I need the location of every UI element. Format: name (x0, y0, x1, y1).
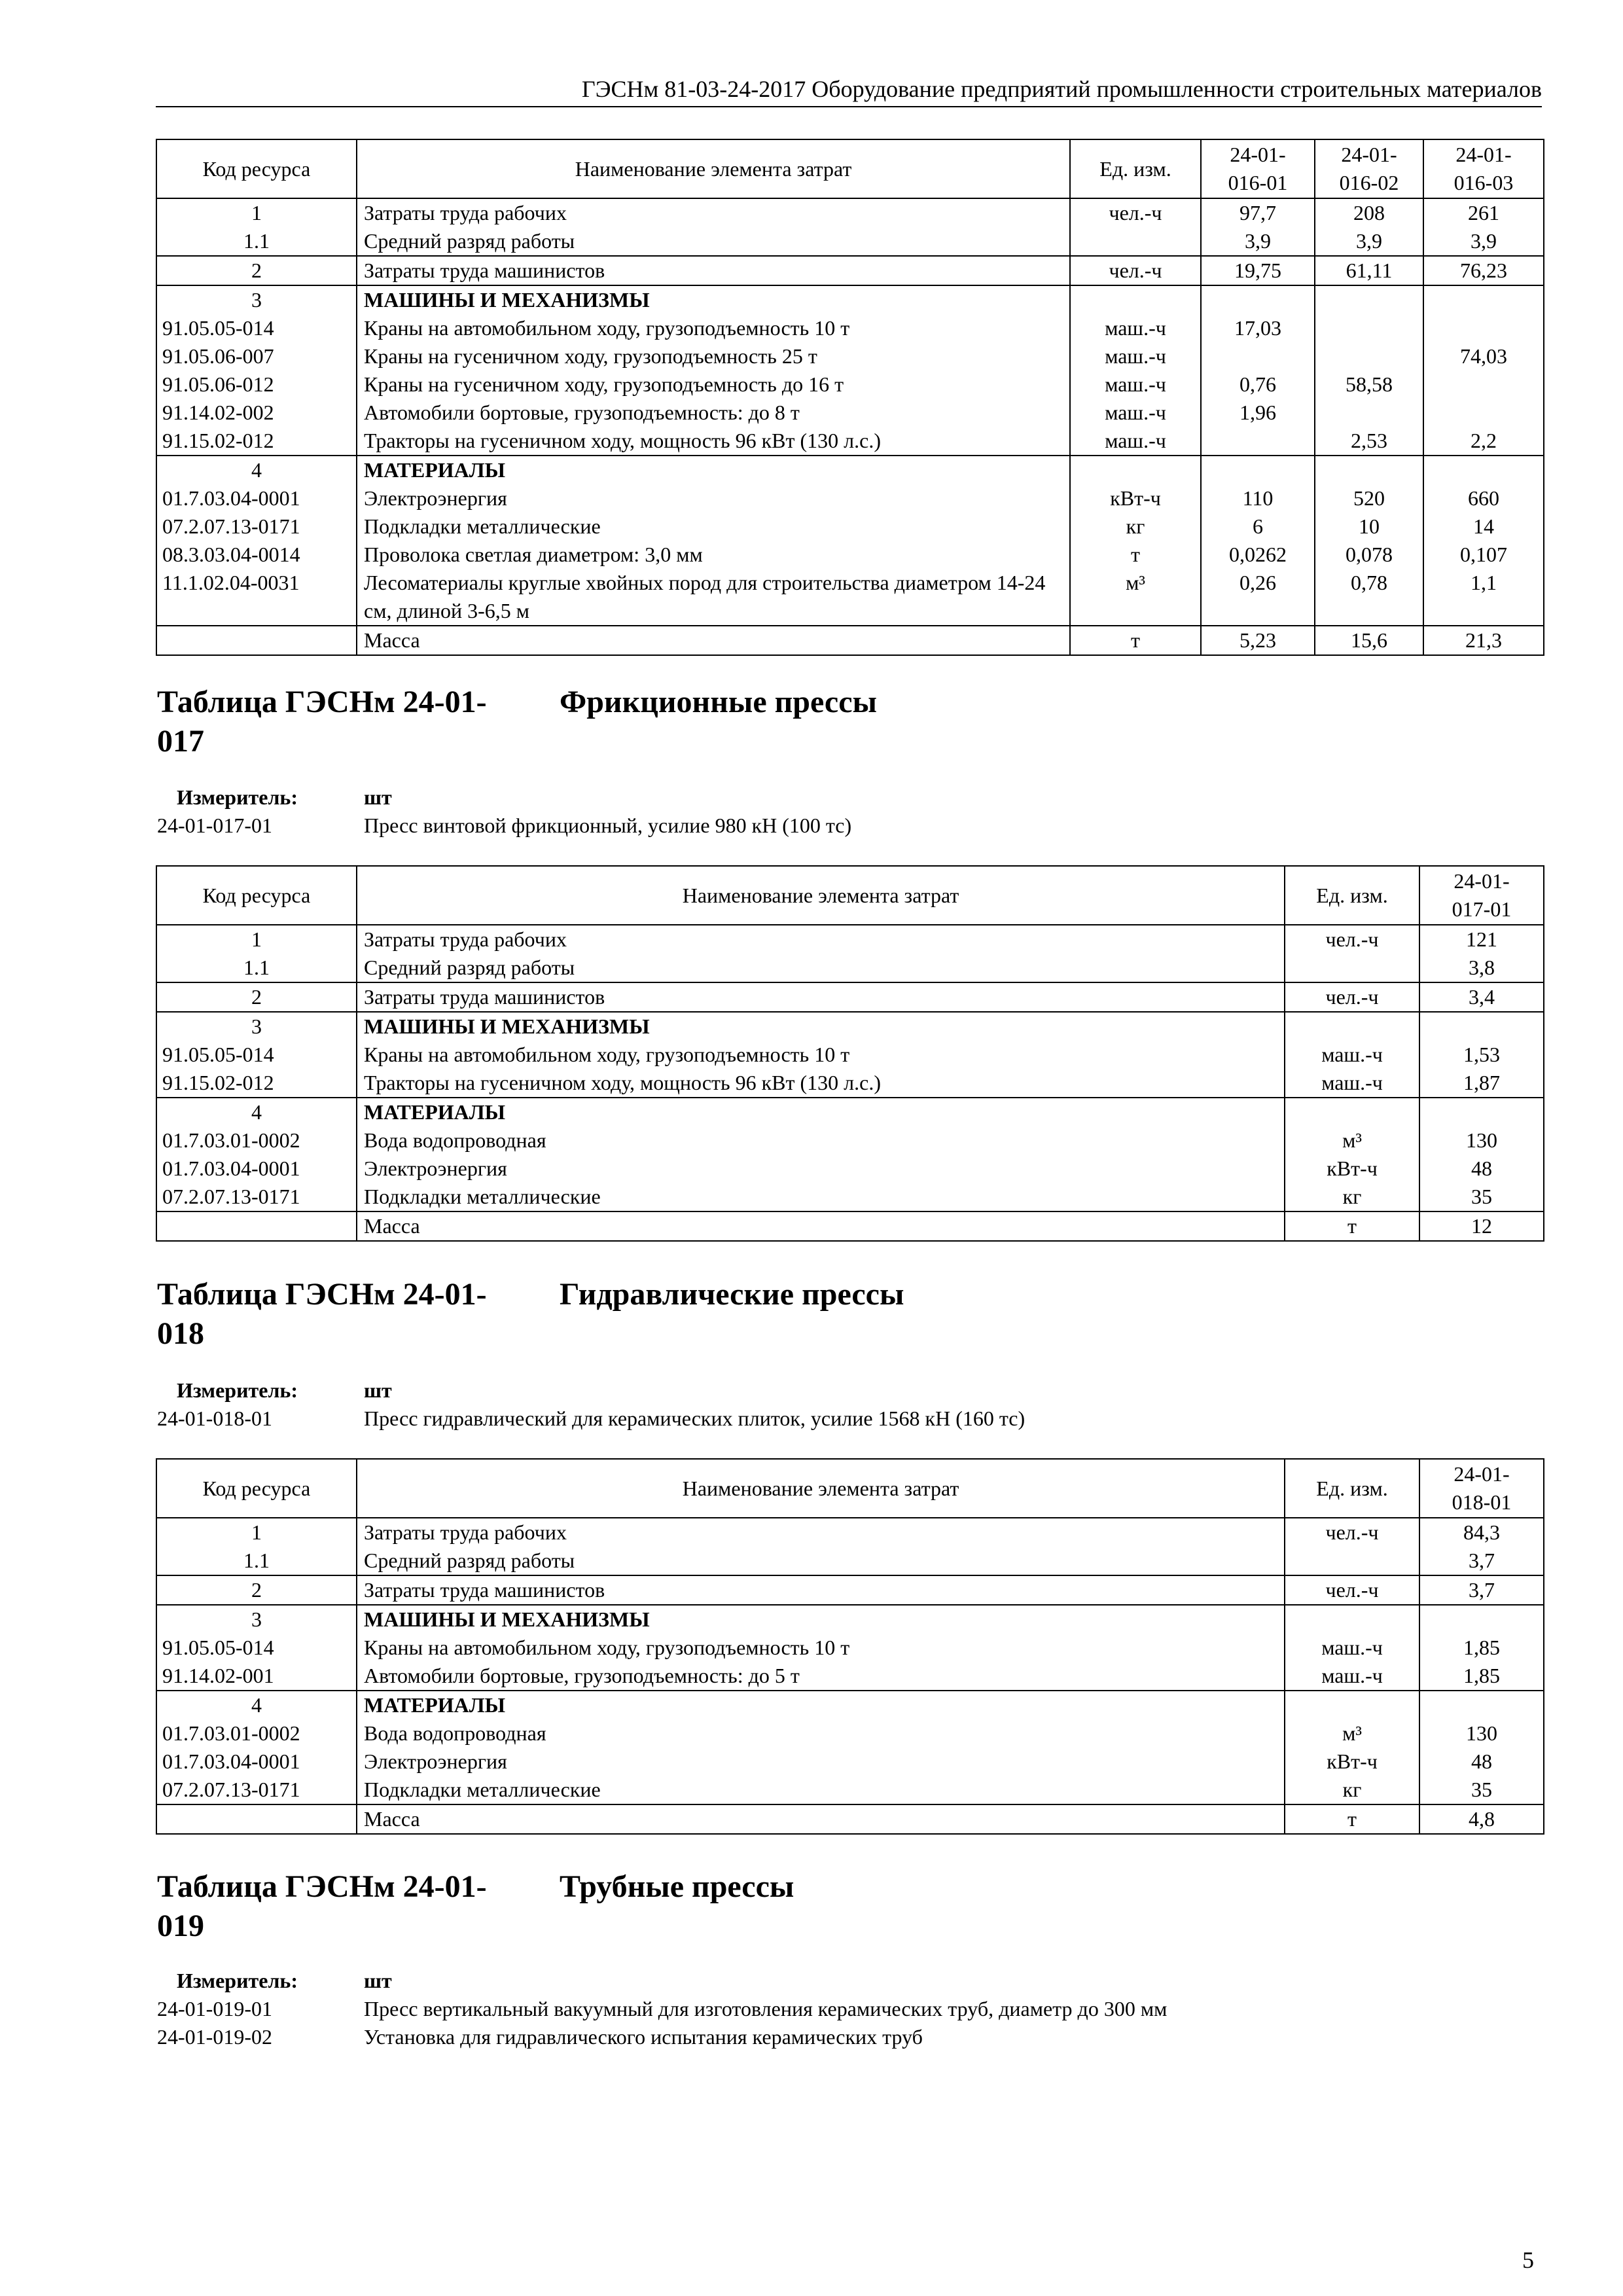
resource-code: 08.3.03.04-0014 (156, 541, 357, 569)
table-row (156, 256, 1544, 285)
table-row (156, 1098, 1544, 1126)
norm-value: 0,76 (1201, 370, 1315, 399)
resource-unit (1070, 285, 1201, 314)
resource-name: Проволока светлая диаметром: 3,0 мм (357, 541, 1070, 569)
table-row (156, 1776, 1544, 1804)
resource-code: 01.7.03.04-0001 (156, 484, 357, 512)
resource-code: 2 (156, 1575, 357, 1605)
resource-name: Масса (357, 1804, 1285, 1834)
table-name-018: Гидравлические прессы (560, 1277, 904, 1312)
norm-value (1419, 1098, 1544, 1126)
table-row (156, 1012, 1544, 1041)
resource-code: 91.05.05-014 (156, 1634, 357, 1662)
norm-value (1423, 370, 1544, 399)
table-row (156, 456, 1544, 484)
norm-value (1423, 456, 1544, 484)
norm-value: 17,03 (1201, 314, 1315, 342)
item-text: Пресс винтовой фрикционный, усилие 980 кН (100 тс) (364, 814, 852, 837)
resource-name: Средний разряд работы (357, 1547, 1285, 1575)
norm-value (1201, 342, 1315, 370)
resource-name: Средний разряд работы (357, 954, 1285, 982)
table-title-018: Таблица ГЭСНм 24-01- 018 Гидравлические прессы (157, 1275, 487, 1354)
item-text: Пресс вертикальный вакуумный для изготовления керамических труб, диаметр до 300 мм (364, 1997, 1168, 2020)
norm-value (1315, 399, 1423, 427)
resource-code: 11.1.02.04-0031 (156, 569, 357, 626)
table-row (156, 342, 1544, 370)
norm-value: 3,7 (1419, 1575, 1544, 1605)
norm-value: 74,03 (1423, 342, 1544, 370)
table-row (156, 541, 1544, 569)
table-row (156, 569, 1544, 626)
resource-code: 01.7.03.01-0002 (156, 1126, 357, 1155)
measure-unit: шт (364, 1378, 392, 1402)
norm-value: 12 (1419, 1211, 1544, 1241)
resource-name: МАТЕРИАЛЫ (357, 1691, 1285, 1719)
col-code-header: Код ресурса (156, 1459, 357, 1518)
resource-unit: маш.-ч (1070, 342, 1201, 370)
resource-name: Краны на автомобильном ходу, грузоподъемность 10 т (357, 1634, 1285, 1662)
resource-code: 07.2.07.13-0171 (156, 1183, 357, 1211)
table-row (156, 314, 1544, 342)
norm-value (1201, 285, 1315, 314)
resource-name: Вода водопроводная (357, 1126, 1285, 1155)
table-row (156, 1547, 1544, 1575)
norm-value (1315, 314, 1423, 342)
norm-value: 0,78 (1315, 569, 1423, 626)
norm-value (1315, 342, 1423, 370)
col-code-header: Код ресурса (156, 139, 357, 198)
resource-unit: кг (1285, 1776, 1419, 1804)
norm-value: 0,26 (1201, 569, 1315, 626)
resource-unit: т (1070, 626, 1201, 655)
resource-code: 91.05.05-014 (156, 314, 357, 342)
resource-name: Масса (357, 1211, 1285, 1241)
norm-value: 0,107 (1423, 541, 1544, 569)
resource-name: Масса (357, 626, 1070, 655)
resource-unit: маш.-ч (1070, 314, 1201, 342)
norm-value: 2,2 (1423, 427, 1544, 456)
norm-value: 208 (1315, 198, 1423, 227)
resource-unit: м³ (1070, 569, 1201, 626)
resource-code: 07.2.07.13-0171 (156, 512, 357, 541)
norm-value (1423, 314, 1544, 342)
resource-code: 1.1 (156, 954, 357, 982)
col-norm-header: 24-01- 017-01 (1419, 866, 1544, 925)
resource-name: МАТЕРИАЛЫ (357, 456, 1070, 484)
page-number: 5 (1522, 2247, 1534, 2273)
norm-value: 4,8 (1419, 1804, 1544, 1834)
resource-name: Вода водопроводная (357, 1719, 1285, 1748)
resource-name: Электроэнергия (357, 484, 1070, 512)
resource-unit (1285, 1098, 1419, 1126)
resource-unit: кВт-ч (1285, 1155, 1419, 1183)
norm-value (1419, 1691, 1544, 1719)
resource-name: Электроэнергия (357, 1748, 1285, 1776)
item-code: 24-01-019-01 (157, 1997, 272, 2020)
table-row (156, 626, 1544, 655)
norm-value: 1,85 (1419, 1662, 1544, 1691)
resource-name: Тракторы на гусеничном ходу, мощность 96 кВт (130 л.с.) (357, 427, 1070, 456)
table-row (156, 1518, 1544, 1547)
resource-name: Средний разряд работы (357, 227, 1070, 256)
norm-value: 15,6 (1315, 626, 1423, 655)
table-row (156, 1211, 1544, 1241)
norm-value: 1,96 (1201, 399, 1315, 427)
norm-value: 6 (1201, 512, 1315, 541)
norm-value: 61,11 (1315, 256, 1423, 285)
resource-code: 1 (156, 1518, 357, 1547)
norm-value: 3,8 (1419, 954, 1544, 982)
col-norm-header: 24-01- 018-01 (1419, 1459, 1544, 1518)
resource-unit (1285, 1691, 1419, 1719)
table-row (156, 399, 1544, 427)
resource-code: 3 (156, 285, 357, 314)
item-code: 24-01-017-01 (157, 814, 272, 837)
resource-unit: кг (1285, 1183, 1419, 1211)
resource-code: 91.14.02-002 (156, 399, 357, 427)
table-row (156, 1041, 1544, 1069)
norm-value: 2,53 (1315, 427, 1423, 456)
table-row (156, 1748, 1544, 1776)
col-name-header: Наименование элемента затрат (357, 1459, 1285, 1518)
running-header: ГЭСНм 81-03-24-2017 Оборудование предприятий промышленности строительных материалов (156, 73, 1542, 107)
norm-value: 84,3 (1419, 1518, 1544, 1547)
resource-code (156, 626, 357, 655)
table-row (156, 1605, 1544, 1634)
norm-value: 14 (1423, 512, 1544, 541)
table-title-017: Таблица ГЭСНм 24-01- 017 Фрикционные прессы (157, 683, 487, 761)
table-row (156, 954, 1544, 982)
table-row (156, 512, 1544, 541)
resource-name: Подкладки металлические (357, 1183, 1285, 1211)
resource-code (156, 1804, 357, 1834)
resource-code: 1.1 (156, 227, 357, 256)
table-row (156, 1691, 1544, 1719)
resource-code: 4 (156, 1098, 357, 1126)
table-row (156, 1719, 1544, 1748)
resource-name: Подкладки металлические (357, 512, 1070, 541)
table-row (156, 1069, 1544, 1098)
resource-code: 91.15.02-012 (156, 1069, 357, 1098)
col-code-header: Код ресурса (156, 866, 357, 925)
item-code: 24-01-018-01 (157, 1407, 272, 1430)
resource-code: 91.05.06-007 (156, 342, 357, 370)
resource-name: Краны на автомобильном ходу, грузоподъемность 10 т (357, 314, 1070, 342)
norm-value: 48 (1419, 1748, 1544, 1776)
resource-unit (1070, 456, 1201, 484)
resource-code: 91.05.06-012 (156, 370, 357, 399)
resource-table-016 (156, 139, 1544, 656)
norm-value (1201, 456, 1315, 484)
measure-label: Измеритель: (177, 1378, 298, 1402)
norm-value: 35 (1419, 1183, 1544, 1211)
resource-unit: маш.-ч (1285, 1069, 1419, 1098)
norm-value (1419, 1605, 1544, 1634)
resource-unit: кВт-ч (1070, 484, 1201, 512)
resource-code: 3 (156, 1605, 357, 1634)
norm-value: 19,75 (1201, 256, 1315, 285)
norm-value: 3,4 (1419, 982, 1544, 1012)
table-name-019: Трубные прессы (560, 1869, 794, 1904)
table-row (156, 982, 1544, 1012)
table-row (156, 285, 1544, 314)
resource-code: 3 (156, 1012, 357, 1041)
norm-value: 130 (1419, 1719, 1544, 1748)
norm-value: 97,7 (1201, 198, 1315, 227)
resource-unit: маш.-ч (1070, 399, 1201, 427)
resource-table-018 (156, 1458, 1544, 1835)
resource-unit: чел.-ч (1070, 256, 1201, 285)
norm-value: 1,85 (1419, 1634, 1544, 1662)
resource-unit: кВт-ч (1285, 1748, 1419, 1776)
measure-unit: шт (364, 785, 392, 809)
resource-unit: чел.-ч (1070, 198, 1201, 227)
resource-unit: чел.-ч (1285, 925, 1419, 954)
norm-value: 3,9 (1423, 227, 1544, 256)
col-unit-header: Ед. изм. (1070, 139, 1201, 198)
norm-value: 121 (1419, 925, 1544, 954)
table-row (156, 1634, 1544, 1662)
resource-unit: маш.-ч (1285, 1634, 1419, 1662)
norm-value (1315, 285, 1423, 314)
resource-unit: кг (1070, 512, 1201, 541)
resource-unit: т (1070, 541, 1201, 569)
norm-value (1419, 1012, 1544, 1041)
resource-unit: маш.-ч (1070, 427, 1201, 456)
norm-value: 0,078 (1315, 541, 1423, 569)
norm-value: 21,3 (1423, 626, 1544, 655)
norm-value: 130 (1419, 1126, 1544, 1155)
table-row (156, 1575, 1544, 1605)
resource-unit: чел.-ч (1285, 1518, 1419, 1547)
col-name-header: Наименование элемента затрат (357, 866, 1285, 925)
resource-unit: маш.-ч (1285, 1041, 1419, 1069)
resource-name: Затраты труда машинистов (357, 982, 1285, 1012)
table-name-017: Фрикционные прессы (560, 685, 877, 719)
norm-value: 3,9 (1315, 227, 1423, 256)
norm-value (1201, 427, 1315, 456)
resource-name: Краны на автомобильном ходу, грузоподъемность 10 т (357, 1041, 1285, 1069)
resource-code: 2 (156, 256, 357, 285)
norm-value: 5,23 (1201, 626, 1315, 655)
resource-unit: маш.-ч (1285, 1662, 1419, 1691)
norm-value: 35 (1419, 1776, 1544, 1804)
table-row (156, 1804, 1544, 1834)
resource-code: 01.7.03.01-0002 (156, 1719, 357, 1748)
norm-value: 1,53 (1419, 1041, 1544, 1069)
resource-unit (1285, 1547, 1419, 1575)
measure-label: Измеритель: (177, 1969, 298, 1992)
resource-name: МАТЕРИАЛЫ (357, 1098, 1285, 1126)
table-row (156, 1183, 1544, 1211)
norm-value: 520 (1315, 484, 1423, 512)
norm-value: 1,1 (1423, 569, 1544, 626)
resource-name: Лесоматериалы круглые хвойных пород для строительства диаметром 14-24 см, длиной 3-6,5 м (357, 569, 1070, 626)
resource-name: Тракторы на гусеничном ходу, мощность 96 кВт (130 л.с.) (357, 1069, 1285, 1098)
resource-table-017 (156, 865, 1544, 1242)
resource-code: 91.14.02-001 (156, 1662, 357, 1691)
table-row (156, 1126, 1544, 1155)
col-norm-header: 24-01- 016-02 (1315, 139, 1423, 198)
norm-value: 48 (1419, 1155, 1544, 1183)
col-norm-header: 24-01- 016-01 (1201, 139, 1315, 198)
table-title-019: Таблица ГЭСНм 24-01- 019 Трубные прессы (157, 1867, 487, 1946)
resource-name: Краны на гусеничном ходу, грузоподъемность 25 т (357, 342, 1070, 370)
table-row (156, 1662, 1544, 1691)
resource-name: Затраты труда рабочих (357, 1518, 1285, 1547)
resource-name: Затраты труда машинистов (357, 1575, 1285, 1605)
resource-unit: м³ (1285, 1719, 1419, 1748)
resource-name: Затраты труда машинистов (357, 256, 1070, 285)
resource-name: МАШИНЫ И МЕХАНИЗМЫ (357, 1605, 1285, 1634)
resource-name: МАШИНЫ И МЕХАНИЗМЫ (357, 285, 1070, 314)
col-norm-header: 24-01- 016-03 (1423, 139, 1544, 198)
norm-value: 3,9 (1201, 227, 1315, 256)
resource-code: 01.7.03.04-0001 (156, 1155, 357, 1183)
norm-value: 10 (1315, 512, 1423, 541)
resource-unit: м³ (1285, 1126, 1419, 1155)
resource-name: Подкладки металлические (357, 1776, 1285, 1804)
resource-code: 1 (156, 925, 357, 954)
table-row (156, 198, 1544, 227)
resource-code: 1.1 (156, 1547, 357, 1575)
resource-unit: т (1285, 1804, 1419, 1834)
norm-value (1315, 456, 1423, 484)
norm-value: 3,7 (1419, 1547, 1544, 1575)
resource-code: 91.05.05-014 (156, 1041, 357, 1069)
norm-value: 76,23 (1423, 256, 1544, 285)
table-row (156, 370, 1544, 399)
resource-code (156, 1211, 357, 1241)
table-row (156, 1155, 1544, 1183)
col-unit-header: Ед. изм. (1285, 1459, 1419, 1518)
col-name-header: Наименование элемента затрат (357, 139, 1070, 198)
resource-code: 2 (156, 982, 357, 1012)
table-row (156, 227, 1544, 256)
norm-value: 660 (1423, 484, 1544, 512)
resource-unit: чел.-ч (1285, 982, 1419, 1012)
norm-value (1423, 285, 1544, 314)
item-text: Пресс гидравлический для керамических плиток, усилие 1568 кН (160 тс) (364, 1407, 1026, 1430)
norm-value: 1,87 (1419, 1069, 1544, 1098)
resource-unit (1285, 1012, 1419, 1041)
item-text: Установка для гидравлического испытания керамических труб (364, 2025, 923, 2049)
resource-name: Затраты труда рабочих (357, 925, 1285, 954)
table-row (156, 925, 1544, 954)
resource-code: 01.7.03.04-0001 (156, 1748, 357, 1776)
resource-unit: т (1285, 1211, 1419, 1241)
resource-name: Электроэнергия (357, 1155, 1285, 1183)
col-unit-header: Ед. изм. (1285, 866, 1419, 925)
resource-code: 91.15.02-012 (156, 427, 357, 456)
resource-code: 4 (156, 1691, 357, 1719)
resource-name: Краны на гусеничном ходу, грузоподъемность до 16 т (357, 370, 1070, 399)
resource-unit (1285, 954, 1419, 982)
resource-code: 4 (156, 456, 357, 484)
resource-name: Затраты труда рабочих (357, 198, 1070, 227)
item-code: 24-01-019-02 (157, 2025, 272, 2049)
resource-unit (1285, 1605, 1419, 1634)
table-row (156, 484, 1544, 512)
norm-value: 0,0262 (1201, 541, 1315, 569)
norm-value: 261 (1423, 198, 1544, 227)
norm-value (1423, 399, 1544, 427)
table-row (156, 427, 1544, 456)
resource-name: Автомобили бортовые, грузоподъемность: до 5 т (357, 1662, 1285, 1691)
resource-code: 07.2.07.13-0171 (156, 1776, 357, 1804)
resource-name: МАШИНЫ И МЕХАНИЗМЫ (357, 1012, 1285, 1041)
norm-value: 110 (1201, 484, 1315, 512)
measure-unit: шт (364, 1969, 392, 1992)
resource-unit: маш.-ч (1070, 370, 1201, 399)
resource-unit: чел.-ч (1285, 1575, 1419, 1605)
norm-value: 58,58 (1315, 370, 1423, 399)
resource-unit (1070, 227, 1201, 256)
measure-label: Измеритель: (177, 785, 298, 809)
resource-code: 1 (156, 198, 357, 227)
resource-name: Автомобили бортовые, грузоподъемность: до 8 т (357, 399, 1070, 427)
